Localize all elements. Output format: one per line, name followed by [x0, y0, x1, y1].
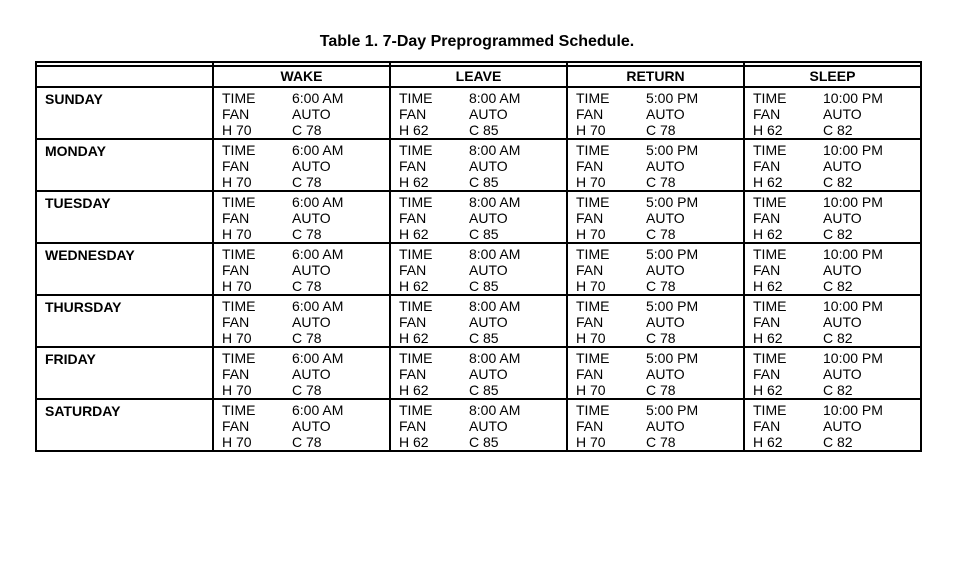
setting-cell-return: [567, 243, 744, 295]
period-header-return: RETURN: [567, 66, 744, 87]
setting-block: [745, 244, 920, 294]
cool-setpoint: C 78: [646, 226, 676, 242]
cool-setpoint: C 85: [469, 122, 499, 138]
heat-setpoint: H 62: [753, 434, 783, 450]
setting-block: [745, 88, 920, 138]
setting-cell-wake: [213, 243, 390, 295]
fan-label: FAN: [399, 314, 427, 330]
fan-value: AUTO: [646, 158, 685, 174]
setting-cell-sleep: [744, 243, 921, 295]
day-cell: [36, 243, 213, 295]
setting-block: [214, 140, 389, 190]
heat-setpoint: H 62: [399, 278, 429, 294]
heat-setpoint: H 70: [576, 434, 606, 450]
time-label: TIME: [399, 142, 433, 158]
fan-label: FAN: [222, 158, 250, 174]
fan-value: AUTO: [469, 158, 508, 174]
cool-setpoint: C 82: [823, 174, 853, 190]
setting-block: [568, 296, 743, 346]
setting-block: [391, 244, 566, 294]
day-label: THURSDAY: [45, 299, 122, 315]
day-cell: [36, 295, 213, 347]
time-value: 6:00 AM: [292, 350, 344, 366]
time-label: TIME: [753, 298, 787, 314]
fan-label: FAN: [222, 106, 250, 122]
setting-cell-wake: [213, 295, 390, 347]
cool-setpoint: C 78: [646, 434, 676, 450]
setting-cell-return: [567, 191, 744, 243]
fan-label: FAN: [753, 418, 781, 434]
setting-block: [568, 192, 743, 242]
heat-setpoint: H 70: [576, 174, 606, 190]
setting-cell-sleep: [744, 347, 921, 399]
fan-label: FAN: [222, 314, 250, 330]
fan-value: AUTO: [292, 262, 331, 278]
cool-setpoint: C 78: [646, 174, 676, 190]
time-value: 6:00 AM: [292, 90, 344, 106]
time-label: TIME: [753, 194, 787, 210]
day-cell: [36, 399, 213, 451]
setting-block: [214, 192, 389, 242]
time-label: TIME: [222, 90, 256, 106]
time-value: 6:00 AM: [292, 246, 344, 262]
setting-block: [568, 88, 743, 138]
heat-setpoint: H 62: [399, 226, 429, 242]
fan-value: AUTO: [292, 418, 331, 434]
time-label: TIME: [399, 90, 433, 106]
period-header-sleep: SLEEP: [744, 66, 921, 87]
setting-block: [391, 140, 566, 190]
fan-value: AUTO: [469, 210, 508, 226]
heat-setpoint: H 62: [399, 330, 429, 346]
cool-setpoint: C 85: [469, 174, 499, 190]
fan-value: AUTO: [469, 366, 508, 382]
heat-setpoint: H 62: [753, 122, 783, 138]
setting-cell-sleep: [744, 191, 921, 243]
period-header-wake: WAKE: [213, 66, 390, 87]
cool-setpoint: C 78: [292, 382, 322, 398]
setting-block: [391, 296, 566, 346]
cool-setpoint: C 82: [823, 382, 853, 398]
fan-label: FAN: [576, 262, 604, 278]
setting-cell-leave: [390, 139, 567, 191]
time-value: 10:00 PM: [823, 194, 883, 210]
day-cell: [36, 87, 213, 139]
day-label: FRIDAY: [45, 351, 96, 367]
day-cell: [36, 191, 213, 243]
setting-cell-wake: [213, 399, 390, 451]
time-label: TIME: [222, 142, 256, 158]
setting-cell-wake: [213, 139, 390, 191]
day-row-saturday: [36, 399, 921, 451]
fan-value: AUTO: [646, 314, 685, 330]
setting-block: [214, 348, 389, 398]
time-value: 5:00 PM: [646, 350, 699, 366]
setting-block: [745, 348, 920, 398]
setting-block: [391, 400, 566, 450]
fan-value: AUTO: [469, 262, 508, 278]
day-row-monday: [36, 139, 921, 191]
cool-setpoint: C 82: [823, 122, 853, 138]
day-cell: [36, 139, 213, 191]
time-label: TIME: [576, 194, 610, 210]
cool-setpoint: C 85: [469, 226, 499, 242]
heat-setpoint: H 70: [576, 226, 606, 242]
cool-setpoint: C 82: [823, 330, 853, 346]
period-header-leave: LEAVE: [390, 66, 567, 87]
setting-block: [745, 296, 920, 346]
time-label: TIME: [576, 298, 610, 314]
time-value: 8:00 AM: [469, 246, 521, 262]
heat-setpoint: H 70: [576, 122, 606, 138]
cool-setpoint: C 85: [469, 330, 499, 346]
heat-setpoint: H 62: [753, 382, 783, 398]
cool-setpoint: C 85: [469, 434, 499, 450]
time-label: TIME: [399, 194, 433, 210]
day-row-thursday: [36, 295, 921, 347]
fan-label: FAN: [576, 210, 604, 226]
cool-setpoint: C 82: [823, 226, 853, 242]
fan-label: FAN: [399, 366, 427, 382]
cool-setpoint: C 78: [646, 382, 676, 398]
setting-cell-return: [567, 399, 744, 451]
fan-label: FAN: [576, 106, 604, 122]
cool-setpoint: C 82: [823, 278, 853, 294]
day-label: SATURDAY: [45, 403, 121, 419]
setting-cell-return: [567, 347, 744, 399]
fan-label: FAN: [576, 158, 604, 174]
setting-block: [568, 348, 743, 398]
fan-value: AUTO: [823, 418, 862, 434]
time-value: 6:00 AM: [292, 402, 344, 418]
setting-block: [214, 400, 389, 450]
fan-value: AUTO: [823, 106, 862, 122]
setting-cell-leave: [390, 295, 567, 347]
fan-label: FAN: [753, 106, 781, 122]
setting-block: [214, 244, 389, 294]
day-row-sunday: [36, 87, 921, 139]
cool-setpoint: C 85: [469, 382, 499, 398]
day-label: SUNDAY: [45, 91, 103, 107]
period-header-row: [36, 66, 921, 87]
setting-cell-sleep: [744, 399, 921, 451]
fan-value: AUTO: [292, 158, 331, 174]
cool-setpoint: C 78: [292, 174, 322, 190]
time-label: TIME: [753, 90, 787, 106]
time-label: TIME: [222, 350, 256, 366]
cool-setpoint: C 78: [292, 434, 322, 450]
cool-setpoint: C 78: [646, 330, 676, 346]
heat-setpoint: H 70: [576, 330, 606, 346]
fan-label: FAN: [399, 158, 427, 174]
setting-cell-wake: [213, 87, 390, 139]
fan-value: AUTO: [646, 106, 685, 122]
heat-setpoint: H 70: [222, 434, 252, 450]
fan-value: AUTO: [292, 106, 331, 122]
heat-setpoint: H 70: [576, 382, 606, 398]
day-cell: [36, 347, 213, 399]
time-value: 6:00 AM: [292, 298, 344, 314]
setting-block: [568, 140, 743, 190]
time-value: 8:00 AM: [469, 194, 521, 210]
fan-value: AUTO: [292, 366, 331, 382]
cool-setpoint: C 78: [292, 226, 322, 242]
heat-setpoint: H 70: [222, 226, 252, 242]
heat-setpoint: H 70: [222, 330, 252, 346]
fan-value: AUTO: [823, 210, 862, 226]
time-label: TIME: [753, 402, 787, 418]
day-label: WEDNESDAY: [45, 247, 135, 263]
fan-value: AUTO: [469, 314, 508, 330]
fan-label: FAN: [222, 366, 250, 382]
setting-cell-wake: [213, 191, 390, 243]
time-label: TIME: [753, 350, 787, 366]
day-column-header: [36, 66, 213, 87]
heat-setpoint: H 62: [753, 330, 783, 346]
fan-label: FAN: [399, 210, 427, 226]
setting-cell-wake: [213, 347, 390, 399]
time-value: 10:00 PM: [823, 298, 883, 314]
setting-block: [745, 400, 920, 450]
setting-cell-return: [567, 87, 744, 139]
time-label: TIME: [222, 402, 256, 418]
fan-value: AUTO: [292, 210, 331, 226]
time-label: TIME: [222, 298, 256, 314]
time-value: 8:00 AM: [469, 298, 521, 314]
setting-block: [391, 348, 566, 398]
time-value: 5:00 PM: [646, 194, 699, 210]
fan-label: FAN: [753, 314, 781, 330]
heat-setpoint: H 70: [222, 278, 252, 294]
fan-label: FAN: [399, 262, 427, 278]
table-caption: Table 1. 7-Day Preprogrammed Schedule.: [319, 33, 635, 50]
heat-setpoint: H 70: [222, 174, 252, 190]
heat-setpoint: H 70: [222, 382, 252, 398]
fan-value: AUTO: [469, 106, 508, 122]
heat-setpoint: H 70: [222, 122, 252, 138]
time-label: TIME: [576, 402, 610, 418]
fan-label: FAN: [753, 262, 781, 278]
setting-cell-return: [567, 139, 744, 191]
cool-setpoint: C 85: [469, 278, 499, 294]
setting-cell-leave: [390, 399, 567, 451]
time-label: TIME: [576, 246, 610, 262]
cool-setpoint: C 78: [292, 122, 322, 138]
fan-label: FAN: [576, 418, 604, 434]
setting-cell-sleep: [744, 87, 921, 139]
time-label: TIME: [576, 142, 610, 158]
time-label: TIME: [399, 350, 433, 366]
setting-block: [391, 192, 566, 242]
time-label: TIME: [222, 194, 256, 210]
fan-value: AUTO: [292, 314, 331, 330]
setting-cell-sleep: [744, 139, 921, 191]
time-value: 8:00 AM: [469, 142, 521, 158]
setting-block: [214, 296, 389, 346]
fan-value: AUTO: [823, 314, 862, 330]
setting-block: [745, 192, 920, 242]
heat-setpoint: H 70: [576, 278, 606, 294]
time-value: 10:00 PM: [823, 90, 883, 106]
fan-label: FAN: [576, 366, 604, 382]
day-label: TUESDAY: [45, 195, 111, 211]
setting-block: [214, 88, 389, 138]
fan-value: AUTO: [646, 262, 685, 278]
time-value: 5:00 PM: [646, 90, 699, 106]
heat-setpoint: H 62: [753, 226, 783, 242]
setting-cell-leave: [390, 347, 567, 399]
fan-value: AUTO: [823, 366, 862, 382]
setting-block: [745, 140, 920, 190]
time-label: TIME: [576, 350, 610, 366]
heat-setpoint: H 62: [753, 174, 783, 190]
fan-value: AUTO: [469, 418, 508, 434]
fan-label: FAN: [222, 418, 250, 434]
setting-block: [568, 244, 743, 294]
heat-setpoint: H 62: [399, 122, 429, 138]
time-value: 8:00 AM: [469, 90, 521, 106]
time-value: 6:00 AM: [292, 142, 344, 158]
fan-label: FAN: [399, 418, 427, 434]
schedule-table: [35, 61, 922, 452]
setting-cell-return: [567, 295, 744, 347]
fan-value: AUTO: [646, 210, 685, 226]
time-label: TIME: [753, 246, 787, 262]
time-value: 10:00 PM: [823, 142, 883, 158]
cool-setpoint: C 78: [646, 278, 676, 294]
heat-setpoint: H 62: [399, 382, 429, 398]
fan-label: FAN: [753, 366, 781, 382]
setting-cell-leave: [390, 243, 567, 295]
time-label: TIME: [753, 142, 787, 158]
day-row-tuesday: [36, 191, 921, 243]
fan-value: AUTO: [823, 262, 862, 278]
heat-setpoint: H 62: [399, 174, 429, 190]
day-label: MONDAY: [45, 143, 106, 159]
fan-label: FAN: [576, 314, 604, 330]
time-value: 5:00 PM: [646, 298, 699, 314]
fan-value: AUTO: [646, 418, 685, 434]
time-value: 10:00 PM: [823, 246, 883, 262]
fan-value: AUTO: [823, 158, 862, 174]
time-label: TIME: [576, 90, 610, 106]
fan-label: FAN: [753, 158, 781, 174]
time-value: 10:00 PM: [823, 402, 883, 418]
setting-cell-leave: [390, 87, 567, 139]
setting-cell-leave: [390, 191, 567, 243]
heat-setpoint: H 62: [399, 434, 429, 450]
time-value: 6:00 AM: [292, 194, 344, 210]
cool-setpoint: C 78: [292, 278, 322, 294]
heat-setpoint: H 62: [753, 278, 783, 294]
time-label: TIME: [399, 298, 433, 314]
fan-label: FAN: [222, 210, 250, 226]
fan-label: FAN: [399, 106, 427, 122]
cool-setpoint: C 78: [646, 122, 676, 138]
fan-label: FAN: [222, 262, 250, 278]
day-row-wednesday: [36, 243, 921, 295]
time-value: 5:00 PM: [646, 142, 699, 158]
time-label: TIME: [222, 246, 256, 262]
time-value: 8:00 AM: [469, 350, 521, 366]
time-value: 8:00 AM: [469, 402, 521, 418]
setting-block: [391, 88, 566, 138]
setting-cell-sleep: [744, 295, 921, 347]
time-label: TIME: [399, 402, 433, 418]
setting-block: [568, 400, 743, 450]
time-label: TIME: [399, 246, 433, 262]
cool-setpoint: C 78: [292, 330, 322, 346]
fan-label: FAN: [753, 210, 781, 226]
cool-setpoint: C 82: [823, 434, 853, 450]
time-value: 10:00 PM: [823, 350, 883, 366]
day-row-friday: [36, 347, 921, 399]
time-value: 5:00 PM: [646, 402, 699, 418]
fan-value: AUTO: [646, 366, 685, 382]
time-value: 5:00 PM: [646, 246, 699, 262]
